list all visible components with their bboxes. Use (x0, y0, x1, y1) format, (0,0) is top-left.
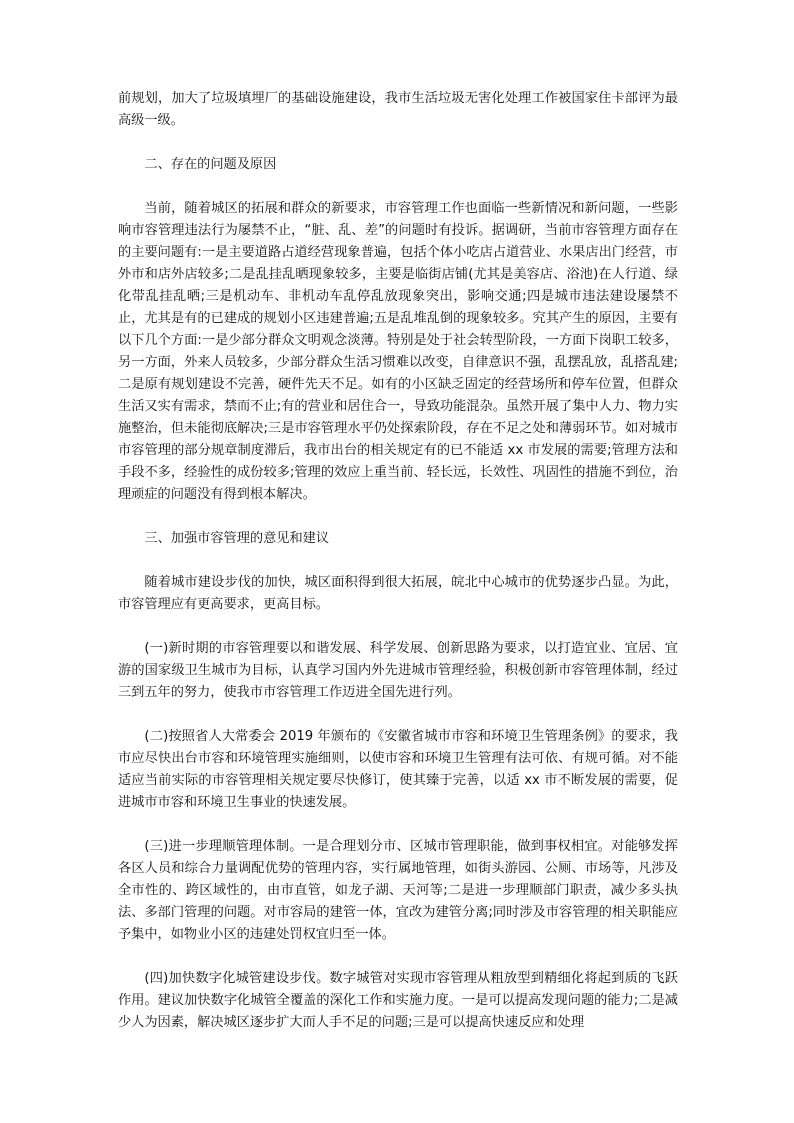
paragraph-suggestion-2: (二)按照省人大常委会 2019 年颁布的《安徽省城市市容和环境卫生管理条例》的要求，我市应尽快出台市容和环境管理实施细则，以使市容和环境卫生管理有法可依、有规可循。对不能适应当前实际的市容管理相关规定要尽快修订，使其臻于完善，以适 xx 市不断发展的需要，促进城市市容和环境卫生事业的快速发展。 (118, 729, 678, 810)
document-page (118, 88, 678, 1056)
section-heading-2: 二、存在的问题及原因 (144, 157, 277, 172)
paragraph-suggestion-3: (三)进一步理顺管理体制。一是合理划分市、区城市管理职能，做到事权相宜。对能够发挥各区人员和综合力量调配优势的管理内容，实行属地管理，如街头游园、公厕、市场等，凡涉及全市性的、跨区域性的，由市直管，如龙子湖、天河等;二是进一步理顺部门职责，减少多头执法、多部门管理的问题。对市容局的建管一体，宜改为建管分离;同时涉及市容管理的相关职能应予集中，如物业小区的违建处罚权宜归至一体。 (118, 839, 678, 942)
paragraph-suggestion-4: (四)加快数字化城管建设步伐。数字城管对实现市容管理从粗放型到精细化将起到质的飞跃作用。建议加快数字化城管全覆盖的深化工作和实施力度。一是可以提高发现问题的能力;二是减少人为因素，解决城区逐步扩大而人手不足的问题;三是可以提高快速反应和处理 (118, 971, 678, 1030)
paragraph-problems: 当前，随着城区的拓展和群众的新要求，市容管理工作也面临一些新情况和新问题，一些影响市容管理违法行为屡禁不止，“脏、乱、差”的问题时有投诉。据调研，当前市容管理方面存在的主要问题有:一是主要道路占道经营现象普遍，包括个体小吃店占道营业、水果店出门经营，市外市和店外店较多;二是乱挂乱晒现象较多，主要是临街店铺(尤其是美容店、浴池)在人行道、绿化带乱挂乱晒;三是机动车、非机动车乱停乱放现象突出，影响交通;四是城市违法建设屡禁不止，尤其是有的已建成的规划小区违建普遍;五是乱堆乱倒的现象较多。究其产生的原因，主要有以下几个方面:一是少部分群众文明观念淡薄。特别是处于社会转型阶段，一方面下岗职工较多，另一方面，外来人员较多，少部分群众生活习惯难以改变，自律意识不强，乱摆乱放，乱搭乱建;二是原有规划建设不完善，硬件先天不足。如有的小区缺乏固定的经营场所和停车位置，但群众生活又实有需求，禁而不止;有的营业和居住合一，导致功能混杂。虽然开展了集中人力、物力实施整治，但未能彻底解决;三是市容管理水平仍处探索阶段，存在不足之处和薄弱环节。如对城市市容管理的部分规章制度滞后，我市出台的相关规定有的已不能适 xx 市发展的需要;管理方法和手段不多，经验性的成份较多;管理的效应上重当前、轻长远，长效性、巩固性的措施不到位，治理顽症的问题没有得到根本解决。 (118, 201, 678, 502)
section-heading-3: 三、加强市容管理的意见和建议 (144, 531, 330, 546)
paragraph-suggestion-1: (一)新时期的市容管理要以和谐发展、科学发展、创新思路为要求，以打造宜业、宜居、宜游的国家级卫生城市为目标，认真学习国内外先进城市管理经验，积极创新市容管理体制，经过三到五年的努力，使我市市容管理工作迈进全国先进行列。 (118, 641, 678, 700)
paragraph-1: 前规划，加大了垃圾填埋厂的基础设施建设，我市生活垃圾无害化处理工作被国家住卡部评为最高级一级。 (118, 91, 678, 128)
paragraph-intro-suggestions: 随着城市建设步伐的加快，城区面积得到很大拓展，皖北中心城市的优势逐步凸显。为此，市容管理应有更高要求，更高目标。 (118, 575, 678, 612)
